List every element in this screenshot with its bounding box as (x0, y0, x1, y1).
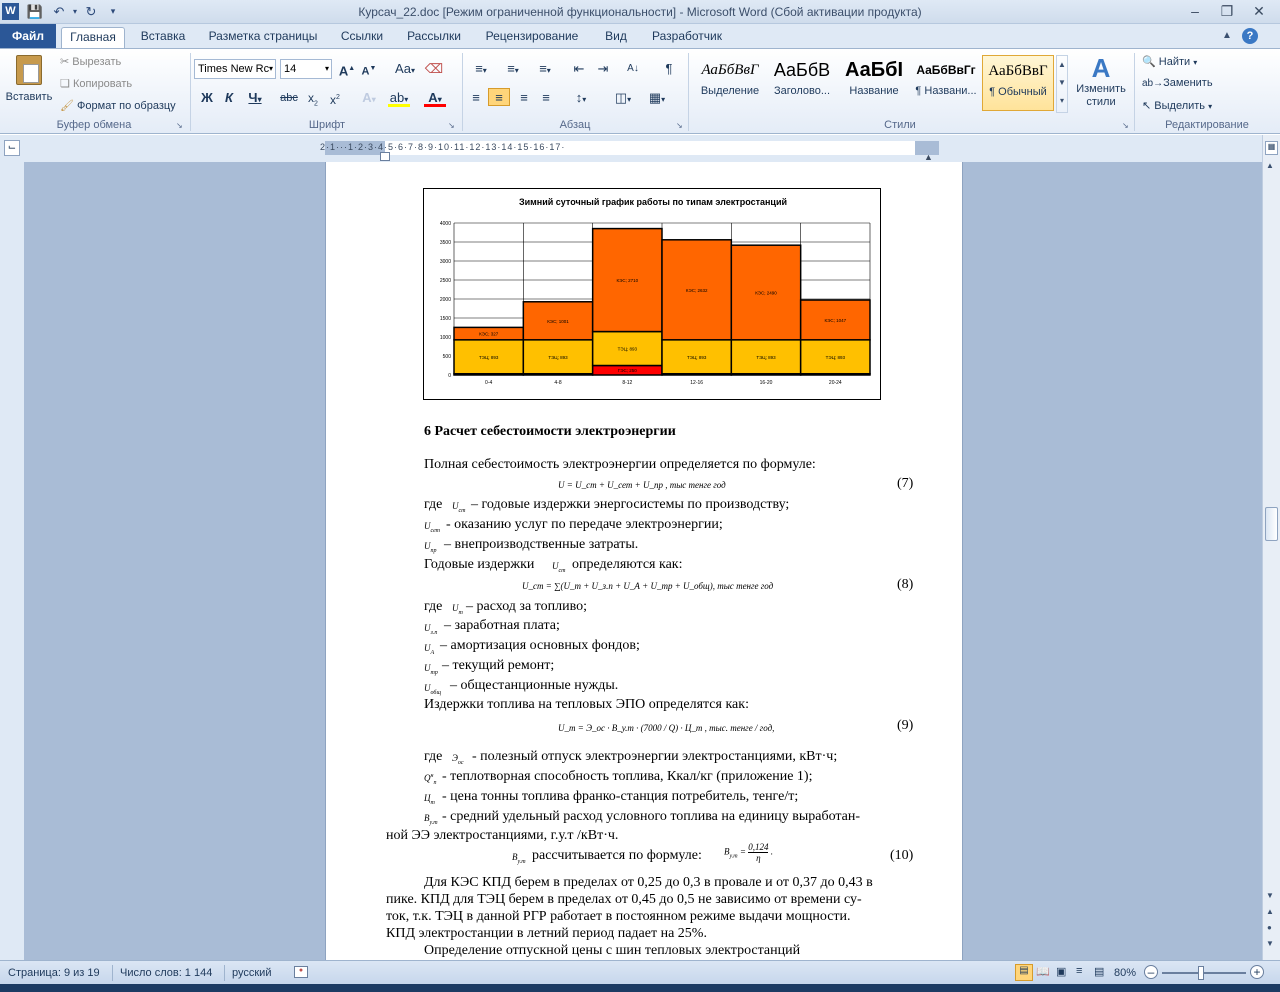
shading-icon[interactable]: ◫▾ (614, 90, 632, 105)
dialog-launcher-icon[interactable]: ↘ (1122, 121, 1129, 130)
tab-file[interactable]: Файл (0, 24, 56, 48)
ribbon (0, 48, 1280, 134)
align-center-icon[interactable]: ≡ (488, 88, 510, 106)
line-where: где (424, 599, 443, 614)
ribbon-minimize-icon[interactable]: ▲ (1222, 30, 1232, 41)
line-where: где (424, 749, 443, 764)
ribbon-tabs (0, 24, 1280, 48)
scroll-thumb[interactable] (1265, 507, 1278, 541)
macro-record-icon[interactable]: ● (294, 966, 308, 978)
y-tick-label: 3500 (439, 240, 451, 246)
change-styles-icon: A (1091, 53, 1111, 83)
chart-frame[interactable] (423, 188, 881, 400)
document-workspace (24, 162, 1262, 960)
symbol-Ua: $U_А$ (424, 643, 435, 656)
data-label: КЭС; 1047 (824, 317, 847, 323)
highlight-icon[interactable]: ab▾ (389, 90, 409, 105)
strikethrough-icon[interactable]: abc (280, 92, 298, 104)
page-count-status[interactable]: Страница: 9 из 19 (8, 967, 100, 979)
change-styles-label: Изменить стили (1076, 83, 1126, 108)
paragraph-group-label: Абзац (559, 119, 591, 131)
equation-number: (8) (897, 577, 914, 592)
text-effects-icon[interactable]: A▾ (362, 90, 376, 105)
undo-dropdown-icon[interactable]: ▾ (72, 7, 77, 16)
tab-references[interactable]: Ссылки (340, 29, 384, 43)
style-name: Выделение (700, 85, 760, 97)
y-tick-label: 2000 (439, 297, 451, 303)
definition-text: – расход за топливо; (466, 599, 587, 614)
select-label: Выделить (1154, 100, 1206, 112)
format-painter-label: Формат по образцу (77, 100, 176, 112)
x-tick-label: 4-8 (554, 380, 562, 386)
replace-label: Заменить (1163, 77, 1213, 89)
underline-icon[interactable]: Ч▾ (248, 90, 262, 105)
definition-text: - оказанию услуг по передаче электроэнергии; (446, 517, 723, 532)
paragraph-text: ток, т.к. ТЭЦ в данной РГР работает в постоянном режиме выдачи мощности. (386, 909, 851, 924)
replace-icon: ab→ (1142, 78, 1164, 89)
y-tick-label: 0 (448, 373, 451, 379)
draft-icon[interactable]: ▤ (1094, 966, 1105, 978)
style-sample: АаБбВ (773, 60, 831, 80)
select-button[interactable] (1142, 99, 1212, 112)
definition-text: ной ЭЭ электростанциями, г.у.т /кВт·ч. (386, 828, 619, 843)
tab-review[interactable]: Рецензирование (485, 29, 579, 43)
data-label: ТЭЦ; 893 (617, 346, 637, 352)
y-tick-label: 3000 (439, 259, 451, 265)
save-icon[interactable]: 💾 (26, 4, 44, 19)
dialog-launcher-icon[interactable]: ↘ (676, 121, 683, 130)
style-name: ¶ Обычный (989, 86, 1047, 98)
section-heading: 6 Расчет себестоимости электроэнергии (424, 424, 676, 439)
copy-label: Копировать (72, 78, 133, 90)
browse-object-icon[interactable]: ● (1267, 923, 1272, 932)
right-indent-icon[interactable]: ▲ (924, 152, 933, 162)
web-layout-icon[interactable]: ▣ (1056, 966, 1067, 978)
style-name: ¶ Названи... (915, 85, 977, 97)
x-tick-label: 16-20 (759, 380, 773, 386)
scissors-icon: ✂ (60, 56, 70, 68)
vertical-ruler (0, 162, 24, 960)
line-where: где (424, 497, 443, 512)
status-divider (224, 965, 225, 981)
decrease-indent-icon[interactable]: ⇤ (573, 61, 585, 76)
symbol-Ust: $U_{ст}$ (452, 501, 466, 514)
style-sample: АаБбВвГ (988, 63, 1048, 79)
zoom-slider-thumb[interactable] (1198, 966, 1204, 980)
close-icon[interactable]: ✕ (1253, 3, 1265, 19)
taskbar (0, 984, 1280, 992)
window-title: Курсач_22.doc [Режим ограниченной функциональности] - Microsoft Word (Сбой активации продукта) (358, 5, 922, 19)
font-name-value: Times New Rc (198, 63, 270, 75)
full-screen-reading-icon[interactable]: 📖 (1036, 966, 1050, 978)
italic-icon[interactable]: К (225, 90, 233, 105)
equation-number: (9) (897, 718, 914, 733)
customize-qat-icon[interactable]: ▾ (110, 6, 116, 16)
paragraph-text: Годовые издержки (424, 557, 535, 572)
print-layout-icon[interactable]: ▤ (1015, 964, 1033, 981)
restore-icon[interactable]: ❐ (1220, 3, 1234, 19)
zoom-slider[interactable] (1162, 972, 1246, 974)
copy-button[interactable] (60, 77, 132, 90)
formula-10: $B_{у.т}$ = $\frac{0,124}{\eta}$ . (724, 842, 773, 863)
definition-text: – внепроизводственные затраты. (444, 537, 639, 552)
paragraph-text: КПД электростанции в летний период падает на 25%. (386, 926, 707, 941)
chart-svg (424, 189, 882, 401)
data-label: КЭС; 2710 (616, 278, 639, 284)
bold-icon[interactable]: Ж (201, 90, 213, 105)
style-sample: АаБбI (844, 59, 904, 81)
data-label: КЭС; 327 (479, 331, 499, 337)
minimize-icon[interactable]: – (1191, 3, 1199, 19)
align-left-icon[interactable]: ≡ (472, 90, 480, 105)
status-divider (112, 965, 113, 981)
language-status[interactable]: русский (232, 967, 272, 979)
style-sample: АаБбВвГ (701, 62, 759, 78)
cut-button[interactable] (60, 55, 121, 68)
x-tick-label: 8-12 (622, 380, 633, 386)
symbol-Eos: $Э_{ос}$ (452, 753, 464, 766)
editing-group-label: Редактирование (1165, 119, 1249, 131)
chevron-down-icon: ▾ (324, 64, 329, 73)
justify-icon[interactable]: ≡ (542, 90, 550, 105)
paste-button[interactable] (4, 53, 54, 113)
style-caption[interactable] (910, 55, 982, 111)
font-size-combo[interactable] (280, 59, 332, 79)
chevron-down-icon: ▾ (268, 64, 273, 73)
ruler-scale: 2·1···1·2·3·4·5·6·7·8·9·10·11·12·13·14·15·16·17· (320, 142, 566, 152)
superscript-icon[interactable]: $x^2$ (330, 93, 340, 107)
dialog-launcher-icon[interactable]: ↘ (176, 121, 183, 130)
sort-icon[interactable]: А↓ (627, 63, 639, 74)
prev-page-icon[interactable]: ▲ (1266, 907, 1274, 916)
chart-title: Зимний суточный график работы по типам электростанций (518, 197, 788, 207)
scroll-up-icon[interactable]: ▲ (1266, 161, 1274, 170)
formula-7: U = U_ст + U_сет + U_пр , тыс тенге год (558, 480, 726, 490)
equation-number: (7) (897, 476, 914, 491)
definition-text: – амортизация основных фондов; (440, 638, 640, 653)
definition-text: – заработная плата; (444, 618, 560, 633)
help-icon[interactable]: ? (1242, 28, 1258, 44)
font-name-combo[interactable] (194, 59, 276, 79)
borders-icon[interactable]: ▦▾ (648, 90, 666, 105)
paragraph-text: пике. КПД для ТЭЦ берем в пределах от 0,45 до 0,5 не зависимо от времени су- (386, 892, 862, 907)
paragraph-text: Для КЭС КПД берем в пределах от 0,25 до 0,3 в провале и от 0,37 до 0,43 в (424, 875, 873, 890)
tab-selector-icon[interactable]: ⌙ (4, 140, 20, 156)
zoom-in-icon[interactable]: + (1250, 965, 1264, 979)
clear-format-icon[interactable]: ⌫ (424, 61, 444, 76)
definition-text: – общестанционные нужды. (450, 678, 619, 693)
clipboard-icon (16, 55, 42, 85)
clipboard-group-label: Буфер обмена (56, 119, 132, 131)
cut-label: Вырезать (72, 56, 122, 68)
symbol-But: $B_{у.т}$ (512, 852, 526, 865)
x-tick-label: 12-16 (690, 380, 704, 386)
dialog-launcher-icon[interactable]: ↘ (448, 121, 455, 130)
definition-text: - полезный отпуск электроэнергии электростанциями, кВт·ч; (472, 749, 838, 764)
equation-number: (10) (890, 848, 914, 863)
change-styles-button[interactable] (1072, 53, 1130, 115)
pilcrow-icon[interactable]: ¶ (665, 61, 673, 76)
vertical-scrollbar[interactable] (1262, 135, 1280, 960)
y-tick-label: 1500 (439, 316, 451, 322)
symbol-Uset: $U_{сет}$ (424, 521, 441, 534)
styles-group-label: Стили (884, 119, 916, 131)
data-label: ТЭЦ; 893 (756, 354, 776, 360)
style-name: Заголово... (773, 85, 831, 97)
tab-page-layout[interactable]: Разметка страницы (208, 29, 318, 43)
definition-text: - средний удельный расход условного топлива на единицу выработан- (442, 809, 861, 824)
document-page[interactable] (325, 162, 963, 960)
align-right-icon[interactable]: ≡ (520, 90, 528, 105)
data-label: КЭС; 1001 (547, 318, 569, 324)
definition-text: – текущий ремонт; (442, 658, 555, 673)
format-painter-button[interactable] (60, 99, 176, 112)
paragraph-text: рассчитывается по формуле: (532, 848, 702, 863)
indent-marker-icon[interactable] (380, 152, 390, 161)
redo-icon[interactable]: ↻ (85, 4, 97, 19)
undo-icon[interactable]: ↶ (53, 4, 65, 19)
symbol-Utr: $U_{тр}$ (424, 663, 438, 676)
line-spacing-icon[interactable]: ↕▾ (575, 90, 587, 105)
paragraph-text: определяются как: (572, 557, 683, 572)
y-tick-label: 1000 (439, 335, 451, 341)
separator (190, 53, 191, 131)
subscript-icon[interactable]: $x_2$ (308, 91, 318, 108)
symbol-Ust: $U_{ст}$ (552, 561, 566, 574)
find-label: Найти (1158, 56, 1191, 68)
tab-home[interactable]: Главная (61, 27, 125, 48)
definition-text: – годовые издержки энергосистемы по производству; (471, 497, 790, 512)
separator (688, 53, 689, 131)
font-group-label: Шрифт (308, 119, 346, 131)
copy-icon: ❏ (60, 78, 70, 90)
style-normal[interactable] (982, 55, 1054, 111)
brush-icon: 🖌 (60, 100, 74, 112)
data-label: ТЭЦ; 893 (687, 354, 707, 360)
x-tick-label: 0-4 (485, 380, 493, 386)
status-bar (0, 960, 1280, 984)
cursor-icon: ↖ (1142, 100, 1152, 112)
font-size-value: 14 (284, 63, 297, 75)
tab-mailings[interactable]: Рассылки (407, 29, 461, 43)
binoculars-icon: 🔍 (1142, 56, 1156, 68)
symbol-Uzp: $U_{з.п}$ (424, 623, 438, 636)
data-label: ГЭС; 250 (617, 368, 637, 373)
definition-text: - теплотворная способность топлива, Ккал/кг (приложение 1); (442, 769, 813, 784)
y-tick-label: 500 (442, 354, 451, 360)
data-label: ТЭЦ; 893 (548, 354, 568, 360)
word-logo-icon[interactable]: W (2, 3, 19, 20)
formula-8: U_ст = ∑(U_т + U_з.п + U_А + U_тр + U_общ), тыс тенге год (522, 581, 774, 591)
data-label: КЭС; 2632 (685, 287, 708, 293)
tab-insert[interactable]: Вставка (140, 29, 186, 43)
y-tick-label: 4000 (439, 221, 451, 227)
grow-font-icon[interactable]: A▲ (338, 63, 356, 79)
paragraph-text: Определение отпускной цены с шин тепловых электростанций (424, 943, 801, 958)
tab-view[interactable]: Вид (605, 29, 627, 43)
numbering-icon[interactable]: ≡▾ (507, 61, 519, 76)
font-color-icon[interactable]: A▾ (424, 89, 446, 107)
multilevel-list-icon[interactable]: ≡▾ (539, 61, 551, 76)
symbol-Uobsh: $U_{общ}$ (424, 683, 441, 696)
zoom-level[interactable]: 80% (1114, 967, 1137, 979)
word-count-status[interactable]: Число слов: 1 144 (120, 967, 213, 979)
scroll-down-icon[interactable]: ▼ (1266, 891, 1274, 900)
horizontal-ruler[interactable] (0, 135, 1280, 162)
data-label: ТЭЦ; 893 (479, 354, 499, 360)
paste-label: Вставить (5, 91, 53, 103)
chevron-down-icon: ▾ (1208, 102, 1213, 111)
symbol-Upr: $U_{пр}$ (424, 541, 437, 554)
data-label: КЭС; 2490 (755, 290, 777, 296)
y-tick-label: 2500 (439, 278, 451, 284)
symbol-Ct: $Ц_т$ (424, 793, 435, 806)
style-sample: АаБбВвГг (916, 63, 976, 77)
symbol-But: $B_{у.т}$ (424, 813, 438, 826)
bullets-icon[interactable]: ≡▾ (475, 61, 487, 76)
formula-9: U_т = Э_ос · B_у.т · (7000 / Q) · Ц_т , тыс. тенге / год, (558, 723, 775, 733)
zoom-out-icon[interactable]: – (1144, 965, 1158, 979)
style-title[interactable] (838, 55, 910, 111)
outline-icon[interactable]: ≡ (1076, 965, 1083, 977)
chevron-down-icon: ▾ (1193, 58, 1198, 67)
find-button[interactable] (1142, 55, 1197, 68)
increase-indent-icon[interactable]: ⇥ (597, 61, 609, 76)
paragraph-text: Полная себестоимость электроэнергии определяется по формуле: (424, 457, 816, 472)
tab-developer[interactable]: Разработчик (652, 29, 722, 43)
definition-text: - цена тонны топлива франко-станция потребитель, тенге/т; (442, 789, 799, 804)
style-name: Название (849, 85, 899, 97)
data-label: ТЭЦ; 893 (825, 354, 845, 360)
symbol-Ut: $U_т$ (452, 603, 463, 616)
change-case-icon[interactable]: Aa▾ (395, 61, 415, 76)
styles-gallery-scroll[interactable]: ▲ ▼ ▾ (1056, 55, 1068, 113)
paragraph-text: Издержки топлива на тепловых ЭПО определятся как: (424, 697, 749, 712)
symbol-Q: $Q^н_п$ (424, 773, 437, 786)
x-tick-label: 20-24 (828, 380, 842, 386)
next-page-icon[interactable]: ▼ (1266, 939, 1274, 948)
title-bar (0, 0, 1280, 24)
ruler-toggle-icon[interactable]: ▦ (1265, 141, 1278, 155)
replace-button[interactable] (1142, 77, 1213, 89)
shrink-font-icon[interactable]: A▼ (361, 65, 377, 78)
style-heading[interactable] (766, 55, 838, 111)
style-emphasis[interactable] (694, 55, 766, 111)
